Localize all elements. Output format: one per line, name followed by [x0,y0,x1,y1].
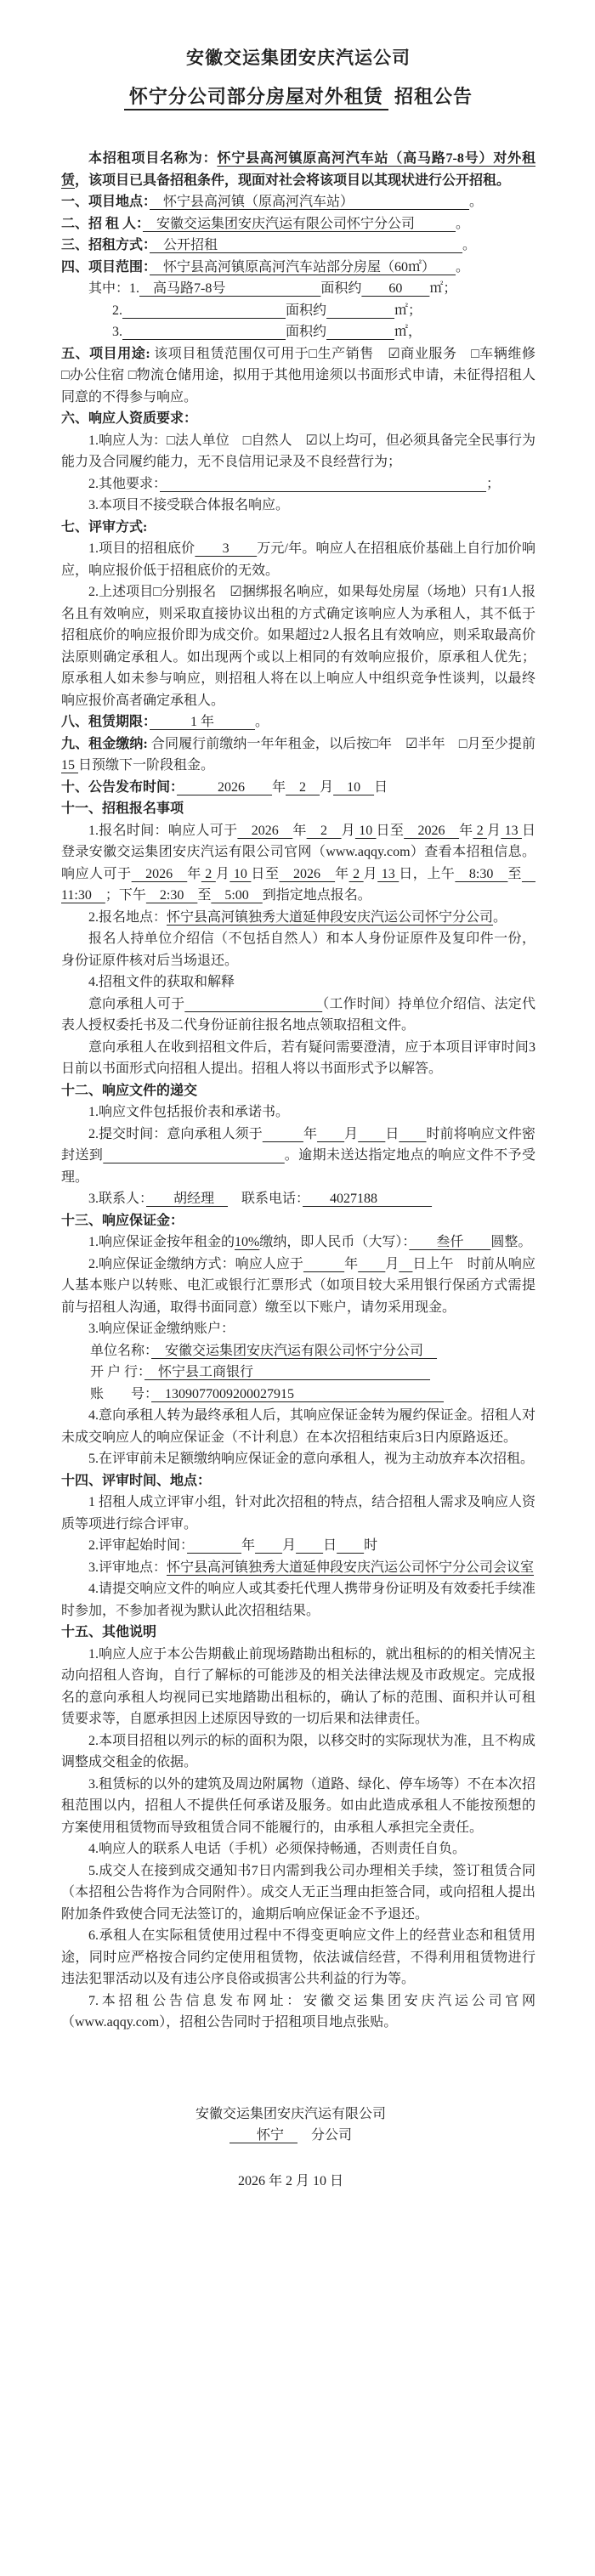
filled-blank: 2:30 [145,888,198,903]
checkbox-commercial-service-checked: ☑商业服务 [388,346,457,361]
registration-place [61,907,536,929]
text-run: 年 [241,1538,256,1553]
account-unit-name [90,1340,536,1362]
filled-blank: 10 [333,779,375,795]
empty-blank [358,1127,385,1141]
checkbox-logistics-storage-unchecked: □物流仓储 [128,368,192,382]
text-run: 面积约 [320,281,362,296]
text-run: 日，上午 [399,866,456,881]
text-run: 月 [282,1538,297,1553]
text-run: ；下午 [105,888,146,903]
filled-blank: 高马路7-8号 [139,281,321,296]
text-run: 年 [335,866,349,881]
field-lessor [61,213,536,235]
empty-blank [337,1538,364,1553]
filled-blank: 15 [61,758,78,773]
text-run: 万元/年。响应人在招租底价基础上自行加价响应，响应报价低于招租底价的无效。 [61,541,536,578]
text-run: 2.提交时间：意向承租人须于 [88,1126,263,1141]
contact-person-line [61,1188,536,1210]
filled-blank: 1 年 [150,715,256,729]
text-run: 。 [469,195,484,209]
field-label: 十、公告发布时间： [61,779,178,795]
empty-blank [122,303,286,318]
text-run: 月 [385,1256,400,1271]
filled-blank: 2026 [237,823,293,838]
filled-blank: 10 [230,866,252,881]
text-run: 至 [197,888,212,903]
filled-blank: 怀宁县高河镇（原高河汽车站） [150,195,470,209]
text-run [216,585,230,599]
field-project-location [61,191,536,213]
checkbox-natural-person-unchecked: □自然人 [242,433,292,448]
filled-blank: 5:00 [211,888,263,903]
section-response-file-heading: 十二、响应文件的递交 [61,1083,198,1098]
rental-file-pickup [61,994,536,1037]
text-run: 3.联系人： [88,1192,147,1206]
text-run: 2. [112,303,122,318]
filled-blank: 13 [377,866,400,881]
text-run: ㎡， [394,325,422,339]
filled-blank: 10 [354,823,377,838]
text-run: 2.评审起始时间： [88,1538,188,1553]
text-run: 。 [493,909,507,925]
response-file-contents: 1.响应文件包括报价表和承诺书。 [88,1105,290,1119]
filled-blank: 13 [501,823,522,838]
field-label: ，该项目已具备招租条件，现面对社会将该项目以其现状进行公开招租。 [75,173,511,188]
section-deposit-heading: 十三、响应保证金： [61,1213,184,1228]
filled-blank: 2 [348,866,364,881]
review-place [61,1557,536,1579]
filled-blank: 怀宁县高河镇独秀大道延伸段安庆汽运公司怀宁分公司 [167,909,494,925]
filled-blank: 安徽交运集团安庆汽运有限公司怀宁分公司 [143,216,456,231]
text-run: 至少提前 [480,736,536,751]
filled-blank: 1309077009200027915 [151,1386,445,1401]
text-run: 日预缴下一阶段租金。 [78,758,215,773]
section-review-method-heading: 七、评审方式: [61,519,148,535]
registration-time [61,820,536,907]
other-note-1: 1.响应人应于本公告期截止前现场踏勘出租标的，就出租标的的相关情况主动向招租人咨询，自行了解标的可能涉及的相关法律法规及市政规定。完成报名的意向承租人均视同已实地踏勘出租标的，确认了标的范围、面积并认可租赁要求等，自愿承担因上述原因导致的一切后果和法律责任。 [61,1646,536,1726]
text-run: 日上午 时前从响应人基本账户以转账、电汇或银行汇票形式（如项目较大采用银行保函方式需提前与招租人沟通，取得书面同意）缴至以下账户，请勿采用现金。 [61,1256,536,1315]
field-label: 本招租项目名称为： [88,151,218,166]
doc-title-line1: 安徽交运集团安庆汽运公司 [186,48,411,68]
text-run: ，如果每处房屋（场地）只有1人报名且有效响应，则采取直接协议出租的方式确定该响应人为承租人，其不低于招租底价的响应报价即为成交价。如果超过2人报名且有效响应，则采取最高价法原则确定承租人。如出现两个或以上相同的有效响应报价，原承租人优先；原承租人如未参与响应，则招租人将在以上响应人中组织竞争性谈判，以最终响应报价高者确定承租人。 [61,585,536,708]
checkbox-half-yearly-checked: ☑半年 [405,736,445,751]
text-run: 3.评审地点： [88,1560,167,1575]
doc-title-line2 [61,82,536,109]
text-run: 面积约 [286,325,327,339]
filled-blank: 8:30 [455,866,508,881]
filled-blank: 怀宁县高河镇原高河汽车站部分房屋（60㎡） [150,259,456,275]
empty-blank [399,1127,426,1141]
signature-branch-underlined: 怀宁 [229,2128,298,2143]
other-note-2: 2.本项目招租以列示的标的面积为限，以移交时的实际现状为准，且不构成调整成交租金的依据。 [61,1733,536,1769]
text-run: 。逾期未送达指定地点的响应文件不予受理。 [61,1148,536,1185]
text-run: 。 [255,715,269,729]
text-run: 月 [215,866,230,881]
text-run: 日 [385,1126,400,1141]
field-label: 四、项目范围： [61,259,150,275]
filled-blank: 怀宁县工商银行 [144,1365,431,1379]
text-run: 年 [187,866,201,881]
field-label: 一、项目地点： [61,195,150,209]
scope-item-3 [112,321,536,343]
filled-blank: 11:30 [61,866,536,903]
text-run: 年 [292,823,307,838]
text-run: ㎡； [429,281,457,296]
empty-blank [160,477,486,491]
text-run: 用途，拟用于其他用途须以书面形式申请，未征得招租人同意的不得参与响应。 [61,368,536,405]
account-number [90,1384,536,1406]
filled-blank: 2 [286,779,320,795]
section-registration-heading: 十一、招租报名事项 [61,801,184,816]
signature-branch [190,2125,391,2147]
filled-blank: 2 [201,866,216,881]
section-usage [61,343,536,409]
filled-blank: 3 [195,541,258,556]
deposit-amount [61,1231,536,1254]
filled-blank: 怀宁县高河镇原高河汽车站（高马路7-8号）对外租赁 [61,151,536,188]
text-run: 日 [323,1538,337,1553]
text-run: 至 [507,866,522,881]
section-qualification-heading: 六、响应人资质要求： [61,411,198,426]
empty-blank [103,1148,285,1163]
text-run: 2.响应保证金缴纳方式：响应人应于 [88,1256,303,1271]
deposit-conversion-note: 4.意向承租人转为最终承租人后，其响应保证金转为履约保证金。招租人对未成交响应人的响应保证金（不计利息）在本次招租结束后3日内原路返还。 [61,1408,536,1445]
text-run [292,433,305,448]
field-label: 二、招 租 人： [61,216,144,231]
text-run [230,433,243,448]
field-label: 三、招租方式： [61,238,150,252]
empty-blank [303,1257,344,1271]
text-run: ； [486,476,501,491]
text-run: 1.报名时间：响应人可于 [88,823,238,838]
review-attendance-note: 4.请提交响应文件的响应人或其委托代理人携带身份证明及有效委托手续准时参加，不参加者视为默认此次招租结果。 [61,1582,536,1618]
text-run: 1.响应保证金按年租金的 [88,1235,235,1249]
intro-paragraph [61,148,536,191]
text-run: 时前将响应文件密封送到 [61,1126,536,1163]
review-method-item-2 [61,581,536,711]
response-file-deadline [61,1124,536,1189]
other-note-4: 4.响应人的联系人电话（手机）必须保持畅通，否则责任自负。 [88,1842,467,1856]
text-run: 月 [363,866,378,881]
text-run: 年 [303,1126,318,1141]
field-lease-method [61,235,536,257]
text-run: 到指定地点报名。 [262,888,371,903]
text-run: 圆整。 [490,1235,532,1249]
checkbox-office-lodging-unchecked: □办公住宿 [61,368,125,382]
checkbox-separate-registration-unchecked: □分别报名 [153,585,217,599]
field-announcement-date [61,777,536,799]
text-run: 2.报名地点： [88,909,167,925]
text-run [374,347,388,361]
text-run: 月 [341,823,355,838]
text-run: 联系电话： [228,1192,303,1206]
filled-blank: 60 [361,281,430,296]
empty-blank [184,997,322,1011]
empty-blank [187,1538,241,1553]
text-run: 。 [456,216,470,231]
other-note-3: 3.租赁标的以外的建筑及周边附属物（道路、绿化、停车场等）不在本次招租范围以内，招租人不提供任何承诺及服务。如由此造成承租人不能按预想的方案使用租赁物而导致租赁合同不能履行的，由承租人承担完全责任。 [61,1776,536,1835]
text-run: 日登录安徽交运集团安庆汽运有限公司官网（www.aqqy.com）查看本招租信息。响应人可于 [61,823,536,881]
section-review-time-heading: 十四、评审时间、地点： [61,1473,212,1488]
scope-item-2 [112,300,536,322]
text-run: 意向承租人可于 [88,996,185,1011]
text-run: ，但必须具备完全民事行为能力及合同履约能力，无不良信用记录及不良经营行为； [61,433,536,469]
text-run: 其中：1. [88,281,140,296]
rental-file-heading: 4.招租文件的获取和解释 [88,975,235,989]
field-lease-term [61,711,536,733]
text-run: 年 [459,823,473,838]
text-run: 时 [364,1538,378,1553]
text-run: 2.其他要求： [88,476,161,491]
doc-title-line2-rest: 招租公告 [388,86,473,107]
text-run: 1.响应人为： [88,433,167,448]
filled-blank: 2026 [279,866,336,881]
empty-blank [399,1257,412,1271]
text-run: 1.项目的招租底价 [88,541,196,556]
other-note-6: 6.承租人在实际租赁使用过程中不得变更响应文件上的经营业态和租赁用途，同时应严格按合同约定使用租赁物，依法诚信经营，不得利用租赁物进行违法犯罪活动以及有违公序良俗或损害公共利益的行为等。 [61,1928,536,1986]
field-label: 八、租赁期限： [61,715,150,729]
text-run: 月 [344,1126,359,1141]
signature-block [190,2103,391,2193]
checkbox-legal-entity-unchecked: □法人单位 [167,433,230,448]
checkbox-yearly-unchecked: □年 [370,736,393,751]
empty-blank [358,1257,385,1271]
deposit-forfeit-note: 5.在评审前未足额缴纳响应保证金的意向承租人，视为主动放弃本次招租。 [88,1452,535,1466]
text-run: 该项目租赁范围仅可用于 [150,346,309,361]
checkbox-either-checked: ☑以上均可 [305,433,372,448]
checkbox-bundled-registration-checked: ☑捆绑报名响应 [230,585,325,599]
empty-blank [326,303,394,318]
text-run: 单位名称： [90,1343,152,1358]
text-run: 面积约 [286,303,327,318]
account-bank [90,1362,536,1384]
doc-title-line2-underlined: 怀宁分公司部分房屋对外租赁 [124,86,388,110]
text-run: 账 号： [90,1386,152,1401]
text-run: 3. [112,325,122,339]
field-rent-payment [61,733,536,777]
empty-blank [317,1127,344,1141]
empty-blank [326,325,394,339]
filled-blank: 2 [306,823,342,838]
text-run: 日至 [376,823,405,838]
text-run: 年 [344,1256,359,1271]
filled-blank: 怀宁县高河镇独秀大道延伸段安庆汽运公司怀宁分公司会议室 [167,1560,535,1575]
checkbox-monthly-unchecked: □月 [458,736,481,751]
empty-blank [296,1538,323,1553]
text-run [392,737,405,751]
filled-blank: 胡经理 [146,1192,229,1206]
qualification-item-1 [61,430,536,473]
text-run: 月 [487,823,502,838]
filled-blank: 2026 [131,866,188,881]
rental-file-clarification: 意向承租人在收到招租文件后，若有疑问需要澄清，应于本项目评审时间3日前以书面形式向招租人提出。招租人将以书面形式予以解答。 [61,1039,536,1076]
filled-blank: 叁仟 [409,1235,491,1249]
text-run: 合同履行前缴纳一年年租金，以后按 [147,736,371,751]
filled-blank: 2 [473,823,488,838]
filled-blank: 4027188 [303,1192,433,1206]
qualification-item-2 [61,473,536,495]
signature-company: 安徽交运集团安庆汽运有限公司 [195,2106,386,2121]
text-run: 。 [456,259,470,275]
text-run: ㎡； [394,303,422,318]
text-run: 2.上述项目 [88,585,154,599]
field-label: 九、租金缴纳: [61,736,148,751]
field-project-scope [61,257,536,279]
text-run: 开 户 行： [90,1365,145,1379]
other-note-5: 5.成交人在接到成交通知书7日内需到我公司办理相关手续，签订租赁合同（本招租公告将作为合同附件）。成交人无正当理由拒签合同，或向招租人提出附加条件致使合同无法签订的，逾期后响应保证金不予退还。 [61,1863,536,1922]
text-run: 。 [462,238,477,252]
review-panel-note: 1 招租人成立评审小组，针对此次招租的特点，结合招租人需求及响应人资质等项进行综合评审。 [61,1495,536,1531]
filled-blank: 安徽交运集团安庆汽运有限公司怀宁分公司 [151,1343,438,1358]
text-run: （工作时间）持单位介绍信、法定代表人授权委托书及二代身份证前往报名地点领取招租文件。 [61,996,536,1033]
review-start-time [61,1535,536,1557]
signature-branch-rest: 分公司 [298,2128,353,2143]
section-other-notes-heading: 十五、其他说明 [61,1625,157,1639]
signature-date: 2026 年 2 月 10 日 [237,2173,343,2188]
filled-blank: 2026 [177,779,273,795]
text-run [457,347,472,361]
registration-documents-note: 报名人持单位介绍信（不包括自然人）和本人身份证原件及复印件一份，身份证原件核对后当场退还。 [61,931,536,968]
filled-blank: 10% [235,1235,260,1249]
filled-blank: 2026 [404,823,460,838]
empty-blank [255,1538,282,1553]
filled-blank: 公开招租 [150,238,463,252]
text-run [445,737,459,751]
checkbox-vehicle-repair-unchecked: □车辆维修 [471,346,536,361]
text-run: 月 [320,779,334,795]
text-run: 日 [374,779,388,795]
field-label: 五、项目用途: [61,346,150,361]
qualification-item-3: 3.本项目不接受联合体报名响应。 [88,498,290,512]
deposit-payment-method [61,1254,536,1319]
scope-item-1 [61,278,536,300]
checkbox-production-sales-unchecked: □生产销售 [309,346,374,361]
review-method-item-1 [61,538,536,581]
text-run: 日至 [251,866,280,881]
deposit-account-heading: 3.响应保证金缴纳账户： [88,1322,235,1336]
text-run: 缴纳，即人民币（大写）： [259,1235,410,1249]
other-note-7: 7.本招租公告信息发布网址：安徽交运集团安庆汽运公司官网（www.aqqy.com），招租公告同时于招租项目地点张贴。 [61,1993,536,2030]
text-run: 年 [272,779,286,795]
empty-blank [263,1127,303,1141]
empty-blank [122,325,286,339]
